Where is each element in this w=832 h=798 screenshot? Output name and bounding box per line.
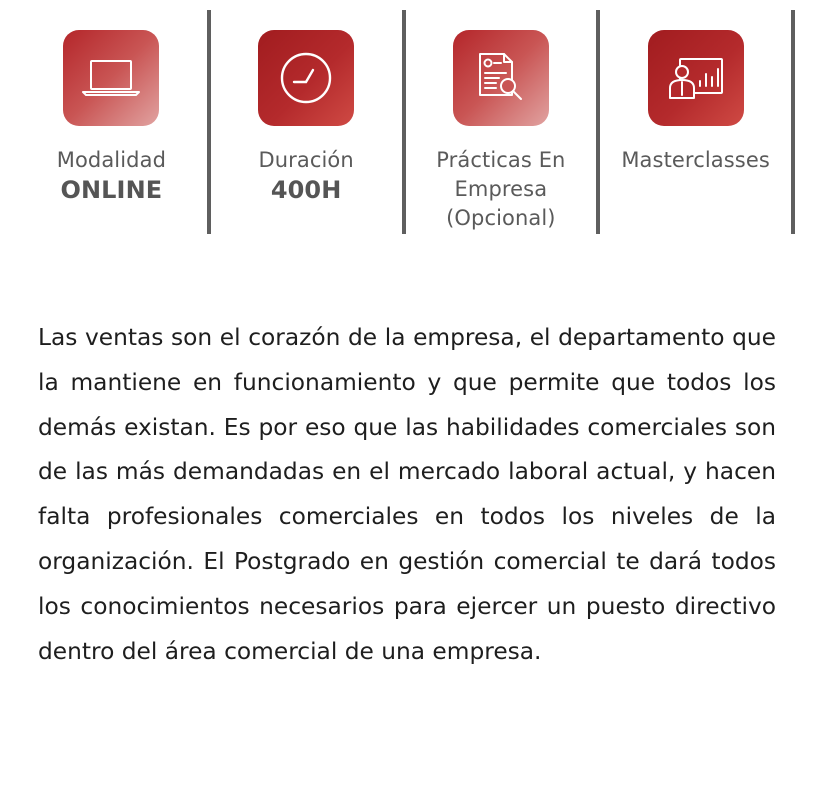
feature-duracion-label: Duración [258, 148, 354, 172]
laptop-icon [63, 30, 159, 126]
course-features [16, 10, 795, 234]
feature-duracion-value: 400H [270, 176, 342, 204]
feature-modalidad [16, 10, 211, 234]
feature-practicas-text [436, 146, 565, 233]
document-search-icon [453, 30, 549, 126]
feature-masterclasses [600, 10, 795, 234]
feature-duracion [211, 10, 406, 234]
feature-practicas-line-3: (Opcional) [446, 206, 556, 230]
feature-modalidad-label: Modalidad [56, 148, 166, 172]
course-description: Las ventas son el corazón de la empresa, el departamento que la mantiene en funcionamiento y que permite que todos los demás existan. Es por eso que las habilidades comerciales son de las más demandadas en el mercado laboral actual, y hacen falta profesionales comerciales en todos los niveles de la organización. El Postgrado en gestión comercial te dará todos los conocimientos necesarios para ejercer un puesto directivo dentro del área comercial de una empresa. [38, 324, 776, 665]
feature-practicas [406, 10, 601, 234]
feature-masterclasses-label: Masterclasses [621, 148, 770, 172]
feature-practicas-line-1: Prácticas En [436, 148, 566, 172]
clock-icon [258, 30, 354, 126]
feature-practicas-line-2: Empresa [454, 177, 548, 201]
feature-masterclasses-text [621, 146, 770, 175]
feature-modalidad-value: ONLINE [60, 176, 163, 204]
feature-modalidad-text [57, 146, 166, 206]
presenter-chart-icon [648, 30, 744, 126]
feature-duracion-text [258, 146, 353, 206]
